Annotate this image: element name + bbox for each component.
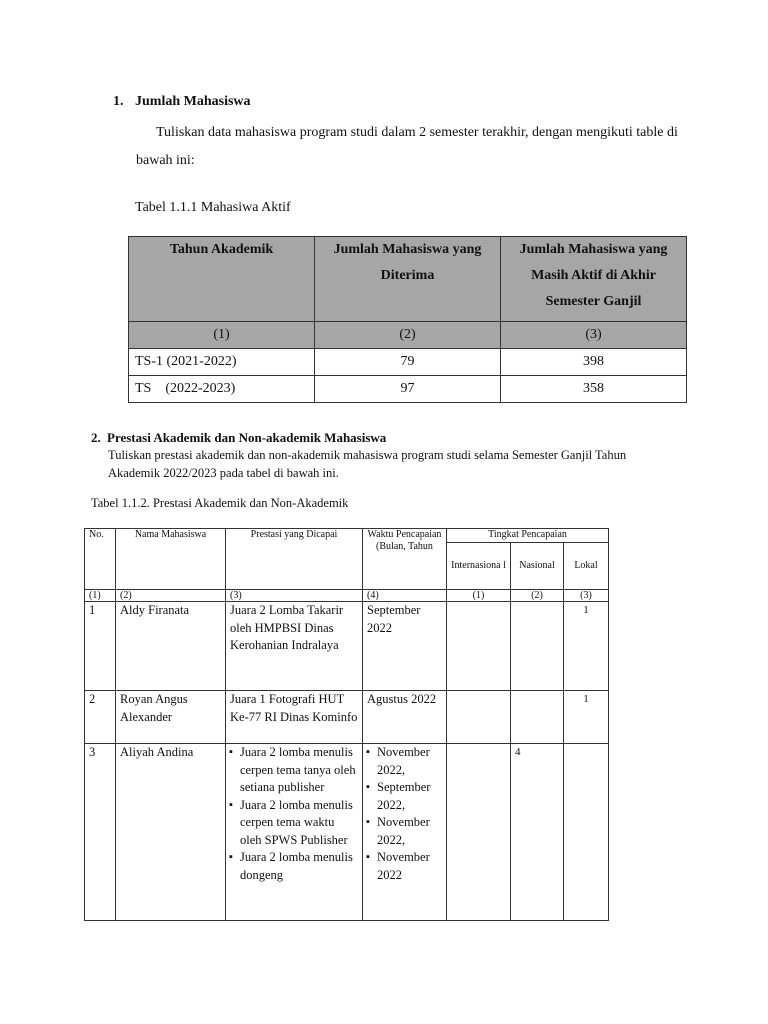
section-1-number: 1. <box>113 94 124 109</box>
cell-time <box>363 744 447 921</box>
section-2-paragraph: Tuliskan prestasi akademik dan non-akademik mahasiswa program studi selama Semester Ganjil Tahun Akademik 2022/2023 pada tabel di bawah ini. <box>108 448 627 480</box>
section-2-heading <box>91 430 386 446</box>
cell-national <box>511 691 564 744</box>
list-item: ▪ Juara 2 lomba menulis dongeng <box>230 849 358 884</box>
header-accepted: Jumlah Mahasiswa yang Diterima <box>315 237 501 322</box>
cell-no: 1 <box>85 602 116 691</box>
table-1-caption: Tabel 1.1.1 Mahasiwa Aktif <box>135 200 291 215</box>
cell-accepted: 97 <box>315 376 501 403</box>
table-row <box>129 349 687 376</box>
header-international: Internasiona l <box>447 543 511 590</box>
cell-name: Aliyah Andina <box>116 744 226 921</box>
cell-national: 4 <box>511 744 564 921</box>
cell-year: TS (2022-2023) <box>129 376 315 403</box>
cell-name: Royan Angus Alexander <box>116 691 226 744</box>
list-item: ▪ Juara 2 lomba menulis cerpen tema waktu oleh SPWS Publisher <box>230 797 358 850</box>
cell-achievement: Juara 2 Lomba Takarir oleh HMPBSI Dinas Kerohanian Indralaya <box>226 602 363 691</box>
header-no: No. <box>85 529 116 590</box>
cell-name: Aldy Firanata <box>116 602 226 691</box>
cell-time: September 2022 <box>363 602 447 691</box>
column-number: (3) <box>501 322 687 349</box>
header-level: Tingkat Pencapaian <box>447 529 609 543</box>
cell-local <box>564 744 609 921</box>
cell-local: 1 <box>564 602 609 691</box>
header-time: Waktu Pencapaian (Bulan, Tahun <box>363 529 447 590</box>
list-item: ▪ November 2022, <box>367 744 442 779</box>
column-number: (2) <box>116 590 226 602</box>
header-name: Nama Mahasiswa <box>116 529 226 590</box>
list-item: ▪ November 2022, <box>367 814 442 849</box>
section-1-paragraph: Tuliskan data mahasiswa program studi dalam 2 semester terakhir, dengan mengikuti table di bawah ini: <box>136 125 678 168</box>
column-number: (1) <box>85 590 116 602</box>
table-header-row <box>129 237 687 322</box>
cell-time: Agustus 2022 <box>363 691 447 744</box>
column-number: (3) <box>226 590 363 602</box>
column-number: (2) <box>511 590 564 602</box>
cell-national <box>511 602 564 691</box>
cell-no: 3 <box>85 744 116 921</box>
list-item: ▪ November 2022 <box>367 849 442 884</box>
column-number: (1) <box>447 590 511 602</box>
header-achievement: Prestasi yang Dicapai <box>226 529 363 590</box>
table-header-row <box>85 529 609 543</box>
cell-local: 1 <box>564 691 609 744</box>
table-2-caption: Tabel 1.1.2. Prestasi Akademik dan Non-Akademik <box>91 496 349 510</box>
table-number-row <box>129 322 687 349</box>
active-students-table <box>128 236 687 403</box>
cell-achievement <box>226 744 363 921</box>
cell-international <box>447 602 511 691</box>
column-number: (4) <box>363 590 447 602</box>
list-item: ▪ Juara 2 lomba menulis cerpen tema tanya oleh setiana publisher <box>230 744 358 797</box>
table-row <box>85 691 609 744</box>
achievements-table <box>84 528 609 921</box>
time-list <box>367 744 442 884</box>
cell-achievement: Juara 1 Fotografi HUT Ke-77 RI Dinas Kominfo <box>226 691 363 744</box>
cell-year: TS-1 (2021-2022) <box>129 349 315 376</box>
cell-international <box>447 691 511 744</box>
header-academic-year: Tahun Akademik <box>129 237 315 322</box>
cell-active: 398 <box>501 349 687 376</box>
header-local: Lokal <box>564 543 609 590</box>
list-item: ▪ September 2022, <box>367 779 442 814</box>
cell-accepted: 79 <box>315 349 501 376</box>
column-number: (2) <box>315 322 501 349</box>
table-row <box>85 602 609 691</box>
column-number: (3) <box>564 590 609 602</box>
section-1-heading <box>113 94 251 110</box>
table-row <box>85 744 609 921</box>
cell-no: 2 <box>85 691 116 744</box>
header-national: Nasional <box>511 543 564 590</box>
achievement-list <box>230 744 358 884</box>
cell-international <box>447 744 511 921</box>
table-row <box>129 376 687 403</box>
section-2-title: Prestasi Akademik dan Non-akademik Mahasiswa <box>107 430 387 445</box>
section-2-number: 2. <box>91 430 101 445</box>
cell-active: 358 <box>501 376 687 403</box>
header-active: Jumlah Mahasiswa yang Masih Aktif di Akhir Semester Ganjil <box>501 237 687 322</box>
section-1-title: Jumlah Mahasiswa <box>135 94 251 109</box>
table-number-row <box>85 590 609 602</box>
column-number: (1) <box>129 322 315 349</box>
